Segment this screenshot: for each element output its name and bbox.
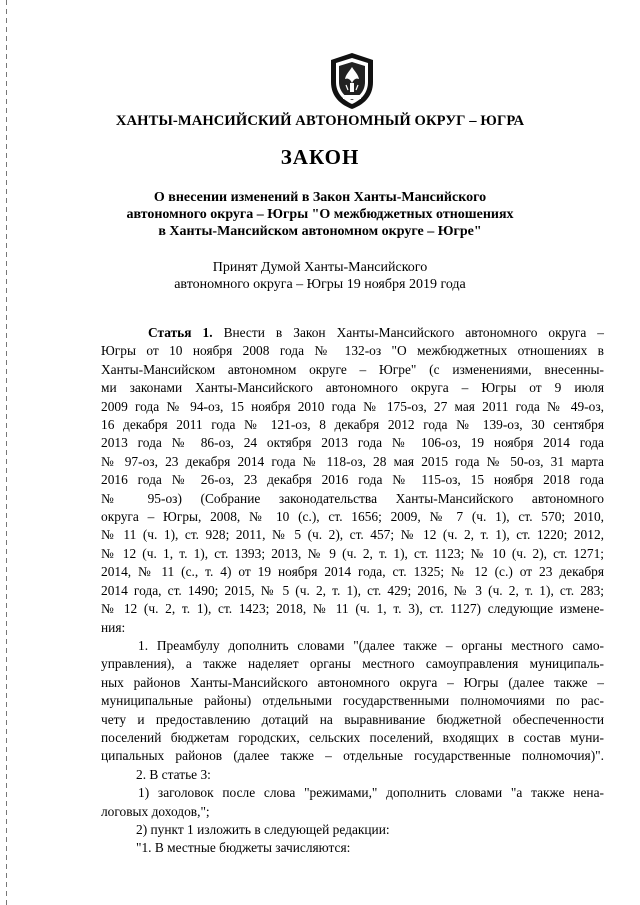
body-line: Ханты-Мансийском автономном округе – Югре" (с изменениями, внесенны- <box>101 361 604 377</box>
body-line: 2013 года № 86-оз, 24 октября 2013 года № 106-оз, 19 ноября 2014 года <box>101 435 604 451</box>
subitem-1-first-line: 1) заголовок после слова "режимами," дополнить словами "а также нена- <box>138 785 604 801</box>
body-line: 2016 года № 26-оз, 23 декабря 2016 года № 115-оз, 15 ноября 2018 года <box>101 472 604 488</box>
body-line: № 12 (ч. 2, т. 1), ст. 1423; 2018, № 11 (ч. 1, т. 3), ст. 1127) следующие измене- <box>101 601 604 617</box>
subitem-2: 2) пункт 1 изложить в следующей редакции: <box>136 821 390 837</box>
law-title <box>0 189 640 240</box>
law-title-line: автономного округа – Югры "О межбюджетных отношениях <box>126 207 514 222</box>
article-label: Статья 1. <box>148 325 213 340</box>
adoption-note-line: Принят Думой Ханты-Мансийского <box>212 260 428 275</box>
item-2: 2. В статье 3: <box>136 766 211 782</box>
body-line: Югры от 10 ноября 2008 года № 132-оз "О межбюджетных отношениях в <box>101 343 604 359</box>
adoption-note <box>0 259 640 293</box>
body-line: поселений бюджетам городских, сельских поселений, входящих в состав муни- <box>101 729 604 745</box>
item-1-first-line: 1. Преамбулу дополнить словами "(далее также – органы местного само- <box>138 637 604 653</box>
body-line: логовых доходов,"; <box>101 803 210 819</box>
article-text: Внести в Закон Ханты-Мансийского автономного округа – <box>223 325 604 340</box>
law-title-line: в Ханты-Мансийском автономном округе – Югре" <box>158 224 482 239</box>
body-line: 16 декабря 2011 года № 121-оз, 8 декабря 2012 года № 139-оз, 30 сентября <box>101 417 604 433</box>
article-first-line <box>101 324 604 342</box>
body-line: муниципальные районы) отдельными государственными полномочиями по рас- <box>101 693 604 709</box>
document-type: ЗАКОН <box>280 145 360 169</box>
body-line: управления), а также наделяет органы местного самоуправления муниципаль- <box>101 656 604 672</box>
body-line: ципальных районов (далее также – отдельные государственные полномочия)". <box>101 748 604 764</box>
law-body <box>101 324 604 858</box>
body-line: № 97-оз, 23 декабря 2014 года № 118-оз, 28 мая 2015 года № 50-оз, 31 марта <box>101 453 604 469</box>
body-line: № 12 (ч. 1, т. 1), ст. 1393; 2013, № 9 (ч. 2, т. 1), ст. 1123; № 10 (ч. 2), ст. 1271; <box>101 545 604 561</box>
adoption-note-line: автономного округа – Югры 19 ноября 2019 года <box>174 277 466 292</box>
body-line: чету и предоставлению дотаций на выравнивание бюджетной обеспеченности <box>101 711 604 727</box>
body-line: ных районов Ханты-Мансийского автономного округа – Югры (далее также – <box>101 674 604 690</box>
body-line: 2014, № 11 (с., т. 4) от 19 ноября 2014 года, ст. 1325; № 12 (с.) от 23 декабря <box>101 564 604 580</box>
body-line: ния: <box>101 619 126 635</box>
scan-edge-line <box>6 0 7 905</box>
body-line: 2014 года, ст. 1490; 2015, № 5 (ч. 2, т. 1), ст. 429; 2016, № 3 (ч. 2, т. 1), ст. 283; <box>101 582 604 598</box>
coat-of-arms-icon <box>329 52 375 110</box>
law-title-line: О внесении изменений в Закон Ханты-Мансийского <box>153 190 487 205</box>
quoted-text: "1. В местные бюджеты зачисляются: <box>136 840 351 856</box>
body-line: ми законами Ханты-Мансийского автономного округа – Югры от 9 июля <box>101 380 604 396</box>
body-line: 2009 года № 94-оз, 15 ноября 2010 года № 175-оз, 27 мая 2011 года № 49-оз, <box>101 398 604 414</box>
body-line: округа – Югры, 2008, № 10 (с.), ст. 1656; 2009, № 7 (ч. 1), ст. 570; 2010, <box>101 509 604 525</box>
body-line: № 95-оз) (Собрание законодательства Ханты-Мансийского автономного <box>101 490 604 506</box>
region-name: ХАНТЫ-МАНСИЙСКИЙ АВТОНОМНЫЙ ОКРУГ – ЮГРА <box>115 113 525 129</box>
body-line: № 11 (ч. 1), ст. 928; 2011, № 5 (ч. 2), ст. 457; № 12 (ч. 2, т. 1), ст. 1220; 2012, <box>101 527 604 543</box>
